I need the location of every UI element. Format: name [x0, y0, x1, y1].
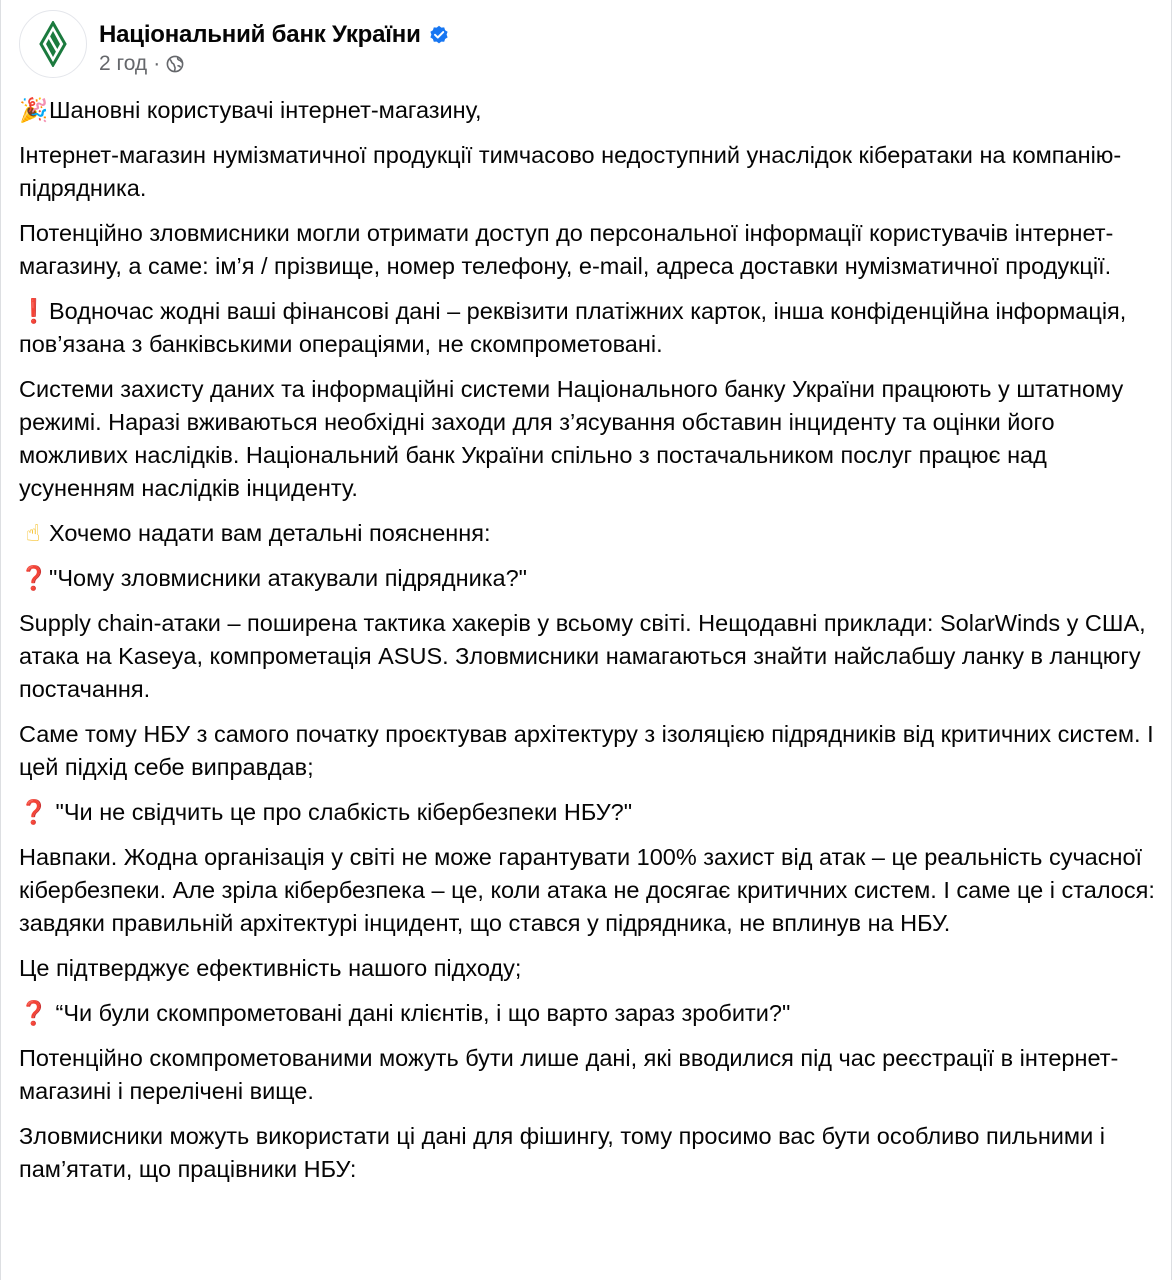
- paragraph-text: Хочемо надати вам детальні пояснення:: [49, 520, 491, 546]
- paragraph-greeting: [19, 94, 1157, 127]
- page-name-row: [99, 20, 449, 50]
- paragraph-text-block: Навпаки. Жодна організація у світі не може гарантувати 100% захист від атак – це реальність сучасної кібербезпеки. Але зріла кібербезпека – це, коли атака не досягає критичних систем. І саме це і сталося: завдяки правильній архітектурі інцидент, що стався у підрядника, не вплинув на НБУ.: [19, 844, 1155, 936]
- page-avatar[interactable]: [19, 10, 87, 78]
- exclamation-icon: ❗: [19, 297, 49, 325]
- paragraph-text-block: Зловмисники можуть використати ці дані для фішингу, тому просимо вас бути особливо пильними і пам’ятати, що працівники НБУ:: [19, 1123, 1105, 1182]
- paragraph-text: Шановні користувачі інтернет-магазину,: [49, 97, 482, 123]
- paragraph-text-block: Потенційно скомпрометованими можуть бути лише дані, які вводилися під час реєстрації в інтернет-магазині і перелічені вище.: [19, 1045, 1119, 1104]
- paragraph-text: "Чи не свідчить це про слабкість кібербезпеки НБУ?": [49, 799, 633, 825]
- paragraph-text-block: Це підтверджує ефективність нашого підходу;: [19, 955, 522, 981]
- paragraph-text: “Чи були скомпрометовані дані клієнтів, і що варто зараз зробити?": [49, 1000, 791, 1026]
- question-icon: ❓: [19, 564, 49, 592]
- separator-dot: ·: [153, 52, 161, 75]
- paragraph-warning: [19, 295, 1157, 361]
- paragraph-text: "Чому зловмисники атакували підрядника?": [49, 565, 527, 591]
- verified-badge-icon: [429, 25, 449, 45]
- post-time-row: [99, 50, 449, 78]
- question-icon: ❓: [19, 798, 49, 826]
- post-timestamp[interactable]: 2 год: [99, 52, 148, 75]
- paragraph-text-block: Supply chain-атаки – поширена тактика хакерів у всьому світі. Нещодавні приклади: SolarWinds у США, атака на Kaseya, компрометація ASUS. Зловмисники намагаються знайти найслабшу ланку в ланцюгу постачання.: [19, 610, 1146, 702]
- paragraph-intro: [19, 517, 1157, 550]
- paragraph-text: Водночас жодні ваші фінансові дані – реквізити платіжних карток, інша конфіденційна інформація, пов’язана з банківськими операціями, не скомпрометовані.: [19, 298, 1127, 357]
- pointing-up-icon: ☝: [25, 519, 41, 547]
- party-popper-icon: 🎉: [19, 96, 49, 124]
- paragraph-question: [19, 562, 1157, 595]
- question-icon: ❓: [19, 999, 49, 1027]
- post-header: [19, 10, 449, 90]
- post-body: [19, 94, 1157, 1198]
- post-meta: [99, 10, 449, 78]
- globe-icon[interactable]: [166, 55, 184, 73]
- paragraph-question: [19, 796, 1157, 829]
- paragraph-text-block: Системи захисту даних та інформаційні системи Національного банку України працюють у штатному режимі. Наразі вживаються необхідні заходи для з’ясування обставин інциденту та оцінки його можливих наслідків. Національний банк України спільно з постачальником послуг працює над усуненням наслідків інциденту.: [19, 376, 1124, 501]
- page-name-link[interactable]: Національний банк України: [99, 21, 421, 48]
- paragraph-text-block: Потенційно зловмисники могли отримати доступ до персональної інформації користувачів інтернет-магазину, а саме: ім’я / прізвище, номер телефону, e-mail, адреса доставки нумізматичної продукції.: [19, 220, 1114, 279]
- paragraph-text-block: Саме тому НБУ з самого початку проєктував архітектуру з ізоляцією підрядників від критичних систем. І цей підхід себе виправдав;: [19, 721, 1154, 780]
- paragraph-question: [19, 997, 1157, 1030]
- paragraph-text-block: Інтернет-магазин нумізматичної продукції тимчасово недоступний унаслідок кібератаки на компанію-підрядника.: [19, 142, 1122, 201]
- nbu-logo-icon: [38, 21, 68, 67]
